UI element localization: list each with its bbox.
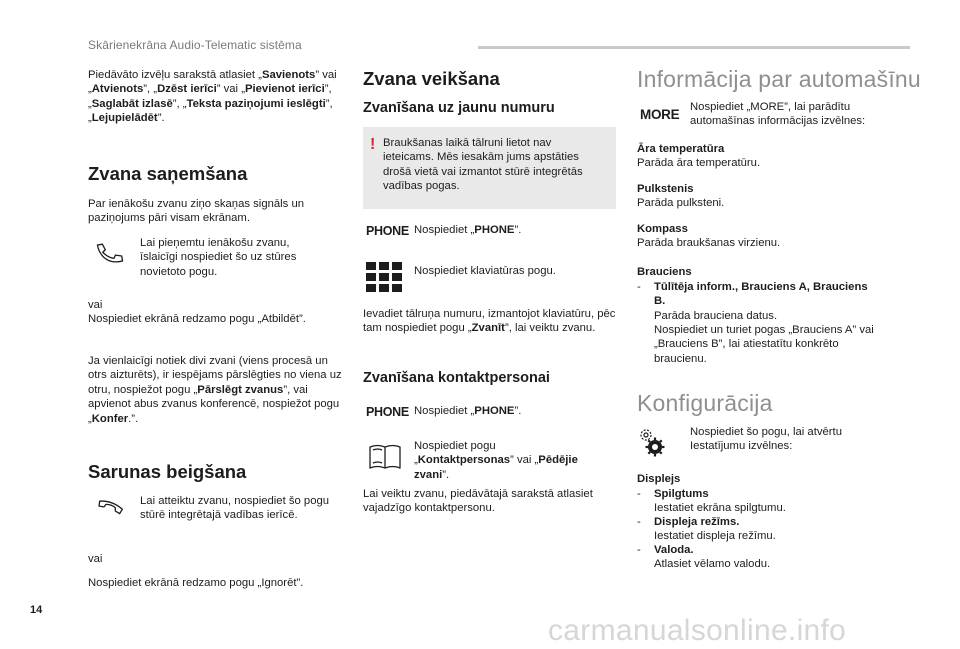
warning-box [363, 127, 616, 209]
display-item-title: Valoda. [654, 544, 694, 556]
compass-title: Kompass [637, 223, 688, 235]
display-item-title: Spilgtums [654, 488, 709, 500]
display-item-text: Atlasiet vēlamo valodu. [654, 558, 771, 570]
ignore-button-text: Nospiediet ekrānā redzamo pogu „Ignorēt”. [88, 577, 304, 589]
contacts-book-icon [368, 443, 402, 471]
press-keypad-text: Nospiediet klaviatūras pogu. [414, 265, 556, 277]
make-call-heading: Zvana veikšana [363, 68, 500, 89]
new-number-subheading: Zvanīšana uz jaunu numuru [363, 100, 555, 116]
phone-button-label: PHONE [366, 224, 409, 238]
temp-title: Āra temperatūra [637, 143, 725, 155]
header-divider [478, 46, 910, 49]
trips-dash: - [637, 281, 641, 293]
phone-button-label-2: PHONE [366, 405, 409, 419]
press-contacts-text: Nospiediet pogu „Kontaktpersonas” vai „Pēdējie zvani”. [414, 440, 578, 481]
two-calls-paragraph: Ja vienlaicīgi notiek divi zvani (viens procesā un otrs aizturēts), ir iespējams pārslēgties no viena uz otru, nospiežot pogu „Pārslēgt zvanus”, vai apvienot abus zvanus konferencē, nospiežot pogu „Konfer.”. [88, 355, 342, 425]
page-header-title: Skārienekrāna Audio-Telematic sistēma [88, 38, 302, 52]
display-item-title: Displeja režīms. [654, 516, 740, 528]
config-heading: Konfigurācija [637, 390, 773, 416]
end-call-heading: Sarunas beigšana [88, 461, 247, 482]
phone-answer-icon [95, 240, 125, 266]
display-item-text: Iestatiet displeja režīmu. [654, 530, 776, 542]
receive-call-heading: Zvana saņemšana [88, 163, 248, 184]
display-title: Displejs [637, 473, 681, 485]
config-text: Nospiediet šo pogu, lai atvērtu Iestatījumu izvēlnes: [690, 426, 842, 453]
display-item-dash: - [637, 516, 641, 528]
clock-title: Pulkstenis [637, 183, 694, 195]
compass-text: Parāda braukšanas virzienu. [637, 237, 781, 249]
intro-paragraph: Piedāvāto izvēļu sarakstā atlasiet „Savienots” vai „Atvienots”, „Dzēst ierīci” vai „Pievienot ierīci”, „Saglabāt izlasē”, „Teksta paziņojumi ieslēgti”, „Lejupielādēt”. [88, 69, 337, 125]
receive-call-text: Par ienākošu zvanu ziņo skaņas signāls un paziņojums pāri visam ekrānam. [88, 198, 305, 225]
trips-item-text-1: Parāda brauciena datus. [654, 310, 778, 322]
contact-call-subheading: Zvanīšana kontaktpersonai [363, 370, 550, 386]
clock-text: Parāda pulksteni. [637, 197, 725, 209]
trips-title: Brauciens [637, 266, 692, 278]
keypad-icon [366, 262, 404, 292]
press-phone-text-2: Nospiediet „PHONE”. [414, 405, 522, 417]
answer-button-text: Nospiediet ekrānā redzamo pogu „Atbildēt”. [88, 313, 306, 325]
press-phone-text: Nospiediet „PHONE”. [414, 224, 522, 236]
more-button-label: MORE [640, 107, 680, 122]
page-number: 14 [30, 604, 43, 616]
warning-text: Braukšanas laikā tālruni lietot nav ieteicams. Mēs iesakām jums apstāties drošā vietā vai izmantot stūrē integrētās vadības pogas. [383, 137, 583, 193]
temp-text: Parāda āra temperatūru. [637, 157, 761, 169]
trips-item-text-2: Nospiediet un turiet pogas „Brauciens A” vai „Brauciens B”, lai atiestatītu konkrēto braucienu. [654, 324, 874, 365]
settings-gears-icon [636, 425, 666, 457]
select-contact-text: Lai veiktu zvanu, piedāvātajā sarakstā atlasiet vajadzīgo kontaktpersonu. [363, 488, 593, 515]
display-item-dash: - [637, 488, 641, 500]
display-item-dash: - [637, 544, 641, 556]
phone-hangup-icon [95, 498, 125, 518]
or-text-2: vai [88, 553, 103, 565]
display-item-text: Iestatiet ekrāna spilgtumu. [654, 502, 786, 514]
or-text-1: vai [88, 299, 103, 311]
enter-number-text: Ievadiet tālruņa numuru, izmantojot klaviatūru, pēc tam nospiediet pogu „Zvanīt”, lai veiktu zvanu. [363, 308, 616, 335]
end-icon-text: Lai atteiktu zvanu, nospiediet šo pogu stūrē integrētajā vadības ierīcē. [140, 495, 330, 522]
receive-icon-text: Lai pieņemtu ienākošu zvanu, īslaicīgi nospiediet šo uz stūres novietoto pogu. [140, 237, 297, 278]
watermark-text: carmanualsonline.info [548, 614, 847, 647]
warning-icon: ! [370, 136, 376, 153]
vehicle-info-heading: Informācija par automašīnu [637, 66, 921, 92]
more-text: Nospiediet „MORE”, lai parādītu automašīnas informācijas izvēlnes: [690, 101, 866, 128]
trips-item-title: Tūlītēja inform., Brauciens A, Brauciens B. [654, 281, 868, 308]
